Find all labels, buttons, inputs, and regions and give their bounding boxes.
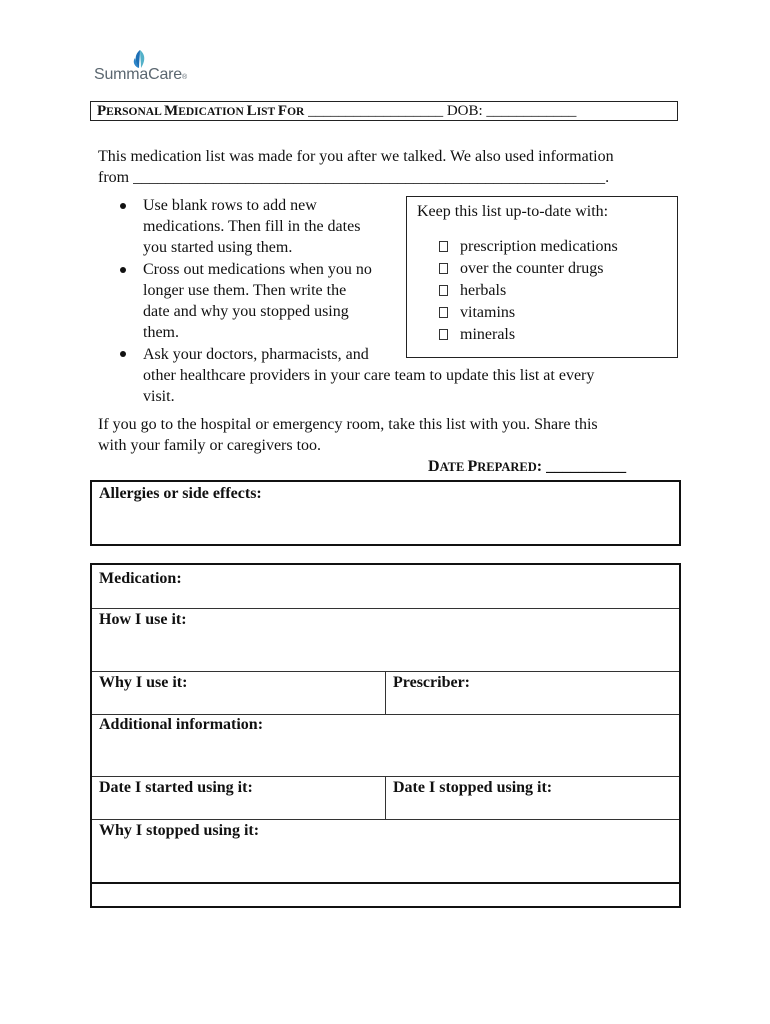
keep-item-label: herbals bbox=[460, 282, 507, 299]
row-divider bbox=[92, 819, 679, 820]
keep-item-label: vitamins bbox=[460, 304, 516, 321]
logo-brand: SummaCare bbox=[94, 66, 183, 83]
page-title bbox=[90, 101, 678, 121]
intro-line-2: from ___________________________________________________________. bbox=[98, 169, 610, 186]
column-divider bbox=[385, 776, 386, 819]
allergies-label: Allergies or side effects: bbox=[99, 485, 262, 502]
title-ersonal: ERSONAL bbox=[106, 106, 165, 118]
intro-line-1: This medication list was made for you after we talked. We also used information bbox=[98, 148, 614, 165]
checkbox-icon[interactable] bbox=[439, 263, 448, 274]
title-ist: IST bbox=[256, 106, 278, 118]
why-label: Why I use it: bbox=[99, 674, 188, 691]
medication-table bbox=[90, 563, 681, 908]
dob-label: DOB: bbox=[446, 103, 487, 119]
keep-item bbox=[439, 238, 618, 256]
intro-text bbox=[98, 146, 678, 188]
how-label: How I use it: bbox=[99, 611, 187, 628]
bullet-line: them. bbox=[143, 324, 179, 341]
logo-tm: ® bbox=[182, 74, 187, 81]
bullet-line: longer use them. Then write the bbox=[143, 282, 347, 299]
bullet-line: other healthcare providers in your care team to update this list at every bbox=[143, 367, 595, 384]
additional-info-label: Additional information: bbox=[99, 716, 264, 733]
prescriber-label: Prescriber: bbox=[393, 674, 470, 691]
keep-item-label: minerals bbox=[460, 326, 516, 343]
hospital-line-1: If you go to the hospital or emergency room, take this list with you. Share this bbox=[98, 416, 598, 433]
keep-box-title: Keep this list up-to-date with: bbox=[417, 203, 609, 220]
keep-item-label: over the counter drugs bbox=[460, 260, 604, 277]
title-p: P bbox=[97, 103, 107, 119]
logo-text bbox=[94, 66, 187, 84]
date-prep-p: P bbox=[467, 458, 478, 475]
date-prep-d: D bbox=[428, 458, 440, 475]
keep-item bbox=[439, 282, 506, 300]
why-stopped-label: Why I stopped using it: bbox=[99, 822, 260, 839]
title-m: M bbox=[164, 103, 179, 119]
checkbox-icon[interactable] bbox=[439, 329, 448, 340]
date-prep-colon: : bbox=[536, 458, 547, 475]
date-prepared-blank[interactable]: __________ bbox=[546, 458, 627, 475]
keep-item bbox=[439, 326, 515, 344]
bullet-dot-2 bbox=[120, 267, 126, 273]
bullet-line: you started using them. bbox=[143, 239, 293, 256]
bullet-line: Ask your doctors, pharmacists, and bbox=[143, 346, 369, 363]
bullet-line: date and why you stopped using bbox=[143, 303, 349, 320]
checkbox-icon[interactable] bbox=[439, 285, 448, 296]
row-divider bbox=[92, 608, 679, 609]
title-f: F bbox=[277, 103, 288, 119]
bullet-dot-1 bbox=[120, 203, 126, 209]
title-l: L bbox=[246, 103, 257, 119]
keep-item-label: prescription medications bbox=[460, 238, 618, 255]
column-divider bbox=[385, 671, 386, 714]
title-or: OR bbox=[287, 106, 305, 118]
title-edication: EDICATION bbox=[178, 106, 247, 118]
row-divider bbox=[92, 714, 679, 715]
date-prepared bbox=[428, 458, 626, 476]
date-prep-ate: ATE bbox=[439, 460, 468, 474]
date-stopped-label: Date I stopped using it: bbox=[393, 779, 553, 796]
summacare-logo bbox=[94, 48, 194, 88]
hospital-text bbox=[98, 414, 678, 456]
bullet-line: visit. bbox=[143, 388, 175, 405]
allergies-box[interactable] bbox=[90, 480, 681, 546]
bullet-line: Cross out medications when you no bbox=[143, 261, 372, 278]
date-prep-repared: REPARED bbox=[477, 460, 537, 474]
bullet-dot-3 bbox=[120, 351, 126, 357]
bullet-line: medications. Then fill in the dates bbox=[143, 218, 361, 235]
table-bottom-divider bbox=[92, 882, 679, 884]
name-blank[interactable]: __________________ bbox=[304, 103, 447, 119]
checkbox-icon[interactable] bbox=[439, 307, 448, 318]
keep-item bbox=[439, 304, 515, 322]
dob-blank[interactable]: ____________ bbox=[486, 103, 577, 119]
bullet-line: Use blank rows to add new bbox=[143, 197, 317, 214]
keep-up-to-date-box bbox=[406, 196, 678, 358]
date-started-label: Date I started using it: bbox=[99, 779, 253, 796]
hospital-line-2: with your family or caregivers too. bbox=[98, 437, 322, 454]
medication-label: Medication: bbox=[99, 570, 182, 587]
checkbox-icon[interactable] bbox=[439, 241, 448, 252]
keep-item bbox=[439, 260, 604, 278]
